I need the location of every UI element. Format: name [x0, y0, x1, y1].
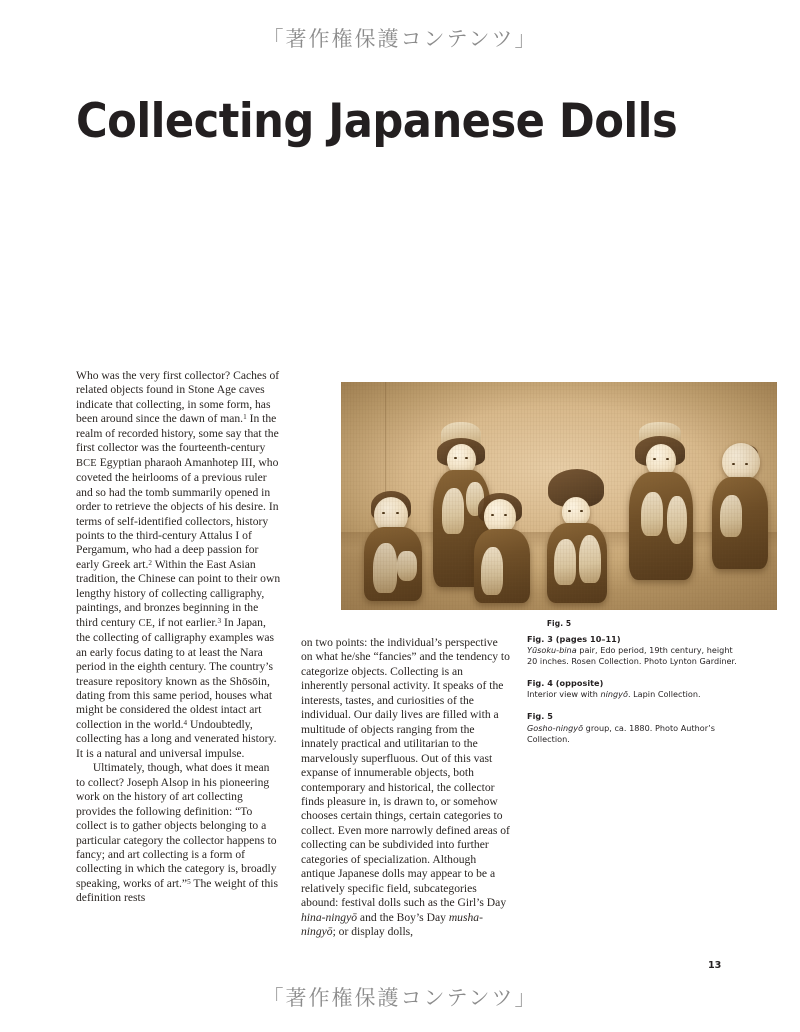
page-title: Collecting Japanese Dolls [76, 94, 678, 150]
credit-fig-4-text-lead: Interior view with [527, 689, 601, 700]
credit-fig-3-heading: Fig. 3 (pages 10–11) [527, 634, 621, 644]
footnote-marker-1: 1 [243, 413, 247, 422]
paragraph-1 [76, 369, 281, 761]
para2-text-a: Ultimately, though, what does it mean to collect? Joseph Alsop in his pioneering work on the history of art collecting provides the following definition: “To collect is to gather objects belonging to a particular category the collector happens to fancy; and art collecting is a form of collecting in which the category is, broadly speaking, works of art.” [76, 761, 277, 890]
credit-fig-3-italic-term: Yūsoku-bina [527, 645, 577, 656]
para3-text-c: ; or display dolls, [332, 925, 414, 939]
para2-text-b: The weight of this definition rests [76, 876, 279, 905]
credit-fig-4-body [527, 689, 739, 700]
term-hina-ningyo: hina-ningyō [301, 910, 358, 924]
term-musha-ningyo: musha-ningyō [301, 910, 483, 939]
figure-5 [341, 382, 777, 628]
para1-text-b: In the realm of recorded history, some say that the first collector was the fourteenth-century [76, 412, 279, 455]
footnote-marker-4: 4 [183, 718, 188, 727]
copyright-watermark-bottom: 「著作権保護コンテンツ」 [262, 986, 538, 1010]
era-abbr-bce: BCE [76, 457, 97, 469]
credit-fig-4-text-tail: . Lapin Collection. [627, 689, 701, 700]
para3-text-b: and the Boy’s Day [357, 910, 449, 924]
credit-fig-4-italic-term: ningyō [600, 689, 628, 700]
para1-text-f: In Japan, the collecting of calligraphy examples was an early focus dating to at least the Nara period in the eighth century. The country’s treasure repository known as the Shōsōin, dating from this same period, houses what might be considered the oldest intact art collection in the world. [76, 615, 274, 731]
era-abbr-ce: CE [138, 617, 153, 629]
credit-fig-3-text: pair, Edo period, 19th century, height 20 inches. Rosen Collection. Photo Lynton Gardiner. [527, 645, 737, 667]
paragraph-3 [301, 636, 510, 940]
footnote-marker-2: 2 [148, 558, 153, 567]
credit-fig-3 [527, 634, 739, 667]
para1-text-e: , if not earlier. [152, 615, 218, 629]
credit-fig-5-text: group, ca. 1880. Photo Author’s Collection. [527, 722, 715, 744]
credit-fig-3-body [527, 645, 739, 667]
para3-text-a: on two points: the individual’s perspective on what he/she “fancies” and the tendency to categorize objects. Collecting is an inherently personal activity. It speaks of the interests, tastes, and curiosities of the individual. Our daily lives are filled with a multitude of objects ranging from the innately practical and utilitarian to the marvelously superfluous. Out of this vast expanse of innumerable objects, both contemporary and historical, the collector finds pleasure in, is drawn to, or somehow chooses certain things, certain categories to collect. Even more narrowly defined areas of collecting can be subdivided into further categories of specialization. Although antique Japanese dolls may appear to be a relatively specific field, subcategories abound: festival dolls such as the Girl’s Day [301, 636, 510, 910]
figure-credits-column [527, 634, 739, 745]
credit-fig-4 [527, 678, 739, 700]
paragraph-2 [76, 761, 281, 906]
copyright-watermark-top: 「著作権保護コンテンツ」 [262, 27, 538, 51]
para1-text-a: Who was the very first collector? Caches of related objects found in Stone Age caves indicate that collecting, in some form, has been around since the dawn of man. [76, 369, 280, 426]
figure-caption-label: Fig. 5 [546, 619, 572, 628]
credit-fig-5-body [527, 723, 739, 745]
footnote-marker-3: 3 [217, 616, 222, 625]
para1-text-g: Undoubtedly, collecting has a long and venerated history. It is a natural and universal impulse. [76, 717, 277, 760]
credit-fig-5-heading: Fig. 5 [527, 711, 553, 722]
page-number: 13 [708, 960, 722, 971]
para1-text-c: Egyptian pharaoh Amanhotep III, who coveted the heirlooms of a previous ruler and so had the tomb summarily opened in order to retrieve the objects of his desire. In terms of self-identified collectors, history points to the third-century Attalus I of Pergamum, who had a deep passion for early Greek art. [76, 455, 279, 571]
credit-fig-4-heading: Fig. 4 (opposite) [527, 678, 604, 689]
credit-fig-5 [527, 711, 739, 744]
gosho-ningyo-group-photo [341, 382, 777, 610]
body-column-two [301, 636, 510, 940]
footnote-marker-5: 5 [187, 877, 191, 886]
credit-fig-5-italic-term: Gosho-ningyō [527, 722, 584, 733]
photo-vignette [341, 382, 777, 610]
para1-text-d: Within the East Asian tradition, the Chinese can point to their own lengthy history of collecting calligraphy, paintings, and bronzes beginning in the third century [76, 557, 281, 629]
body-column-one [76, 369, 281, 906]
